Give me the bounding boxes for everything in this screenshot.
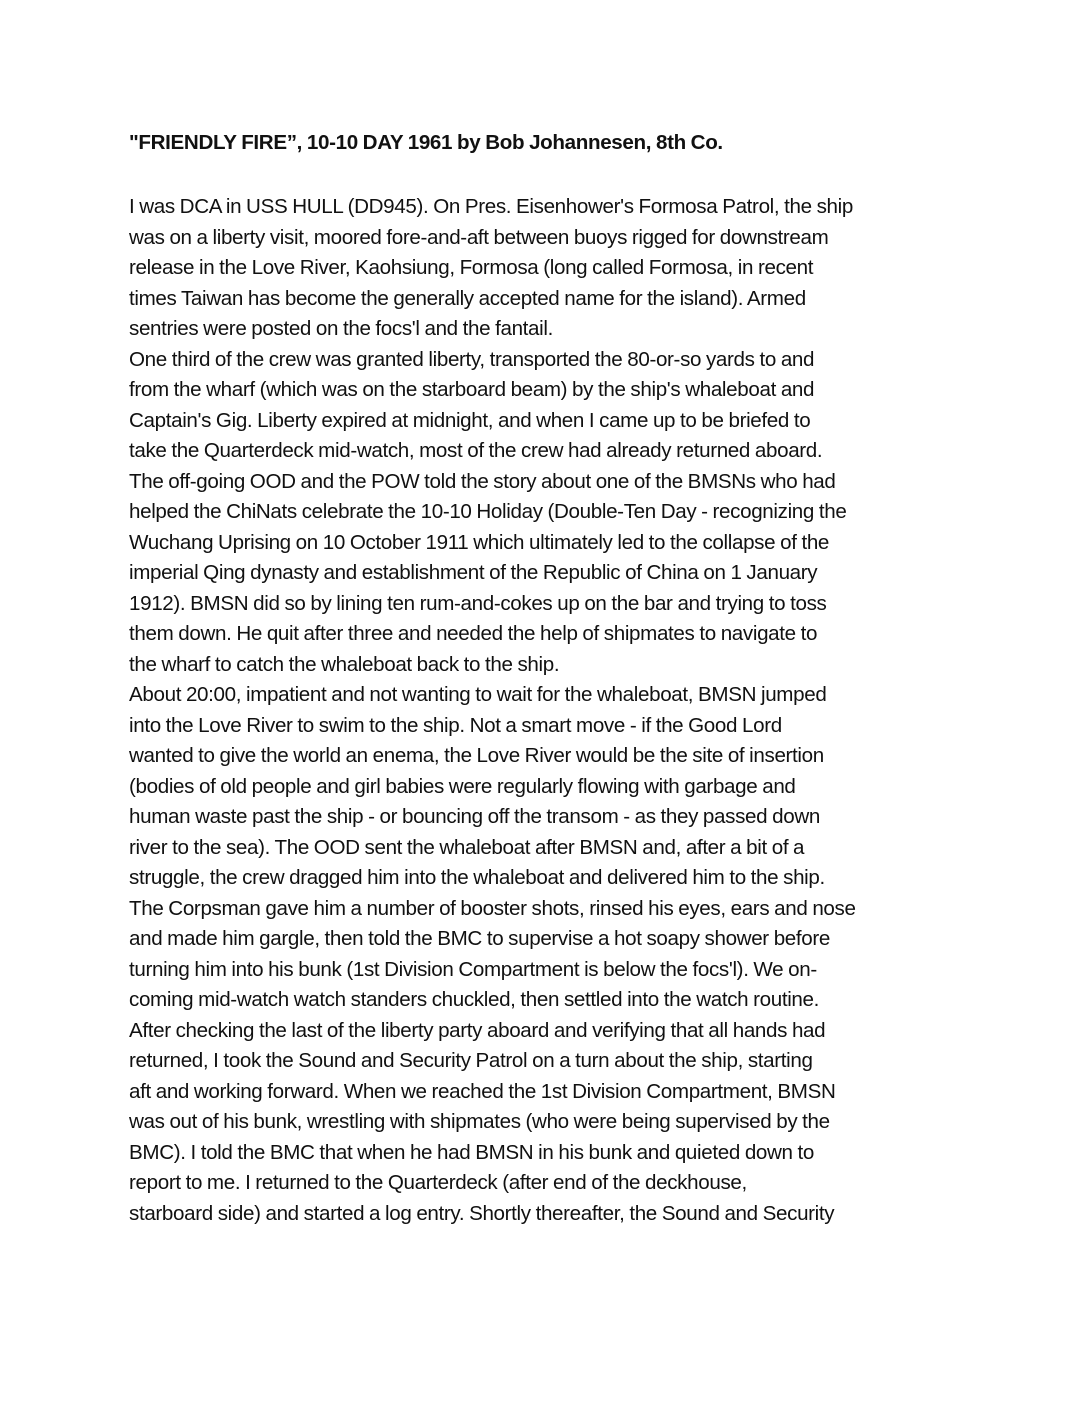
text-line: One third of the crew was granted liberty, transported the 80-or-so yards to and — [129, 347, 815, 371]
text-line: Captain's Gig. Liberty expired at midnight, and when I came up to be briefed to — [129, 408, 811, 432]
text-line: release in the Love River, Kaohsiung, Formosa (long called Formosa, in recent — [129, 256, 814, 279]
document-title: "FRIENDLY FIRE”, 10-10 DAY 1961 by Bob Johannesen, 8th Co. — [129, 131, 723, 154]
document-body — [129, 128, 979, 1229]
text-line: river to the sea). The OOD sent the whaleboat after BMSN and, after a bit of a — [129, 835, 805, 859]
text-line: report to me. I returned to the Quarterdeck (after end of the deckhouse, — [129, 1171, 747, 1194]
text-line: The Corpsman gave him a number of booster shots, rinsed his eyes, ears and nose — [129, 896, 856, 920]
text-line: times Taiwan has become the generally accepted name for the island). Armed — [129, 286, 806, 310]
text-line: them down. He quit after three and needed the help of shipmates to navigate to — [129, 622, 818, 645]
text-line: was out of his bunk, wrestling with shipmates (who were being supervised by the — [129, 1110, 830, 1133]
text-line: aft and working forward. When we reached the 1st Division Compartment, BMSN — [129, 1079, 836, 1103]
text-line: from the wharf (which was on the starboard beam) by the ship's whaleboat and — [129, 378, 815, 401]
text-line: the wharf to catch the whaleboat back to the ship. — [129, 652, 560, 676]
text-line: The off-going OOD and the POW told the story about one of the BMSNs who had — [129, 469, 836, 493]
text-line: 1912). BMSN did so by lining ten rum-and-cokes up on the bar and trying to toss — [129, 591, 827, 615]
text-line: Wuchang Uprising on 10 October 1911 which ultimately led to the collapse of the — [129, 530, 830, 554]
text-line: returned, I took the Sound and Security Patrol on a turn about the ship, starting — [129, 1049, 813, 1072]
document-text — [129, 192, 979, 1229]
text-line: turning him into his bunk (1st Division Compartment is below the focs'l). We on- — [129, 957, 817, 981]
text-line: helped the ChiNats celebrate the 10-10 Holiday (Double-Ten Day - recognizing the — [129, 500, 847, 523]
text-line: I was DCA in USS HULL (DD945). On Pres. Eisenhower's Formosa Patrol, the ship — [129, 195, 853, 218]
text-line: (bodies of old people and girl babies were regularly flowing with garbage and — [129, 774, 796, 798]
text-line: and made him gargle, then told the BMC to supervise a hot soapy shower before — [129, 927, 830, 950]
text-line: After checking the last of the liberty party aboard and verifying that all hands had — [129, 1018, 826, 1042]
text-line: human waste past the ship - or bouncing off the transom - as they passed down — [129, 805, 820, 828]
text-line: imperial Qing dynasty and establishment of the Republic of China on 1 January — [129, 561, 818, 584]
text-line: struggle, the crew dragged him into the whaleboat and delivered him to the ship. — [129, 866, 825, 889]
text-line: into the Love River to swim to the ship. Not a smart move - if the Good Lord — [129, 713, 782, 737]
text-line: sentries were posted on the focs'l and the fantail. — [129, 317, 553, 340]
text-line: BMC). I told the BMC that when he had BMSN in his bunk and quieted down to — [129, 1140, 814, 1164]
text-line: take the Quarterdeck mid-watch, most of the crew had already returned aboard. — [129, 439, 823, 462]
text-line: About 20:00, impatient and not wanting to wait for the whaleboat, BMSN jumped — [129, 683, 827, 706]
text-line: starboard side) and started a log entry. Shortly thereafter, the Sound and Security — [129, 1201, 835, 1225]
text-line: wanted to give the world an enema, the Love River would be the site of insertion — [129, 744, 824, 767]
text-line: was on a liberty visit, moored fore-and-aft between buoys rigged for downstream — [129, 225, 829, 249]
text-line: coming mid-watch watch standers chuckled, then settled into the watch routine. — [129, 988, 820, 1011]
